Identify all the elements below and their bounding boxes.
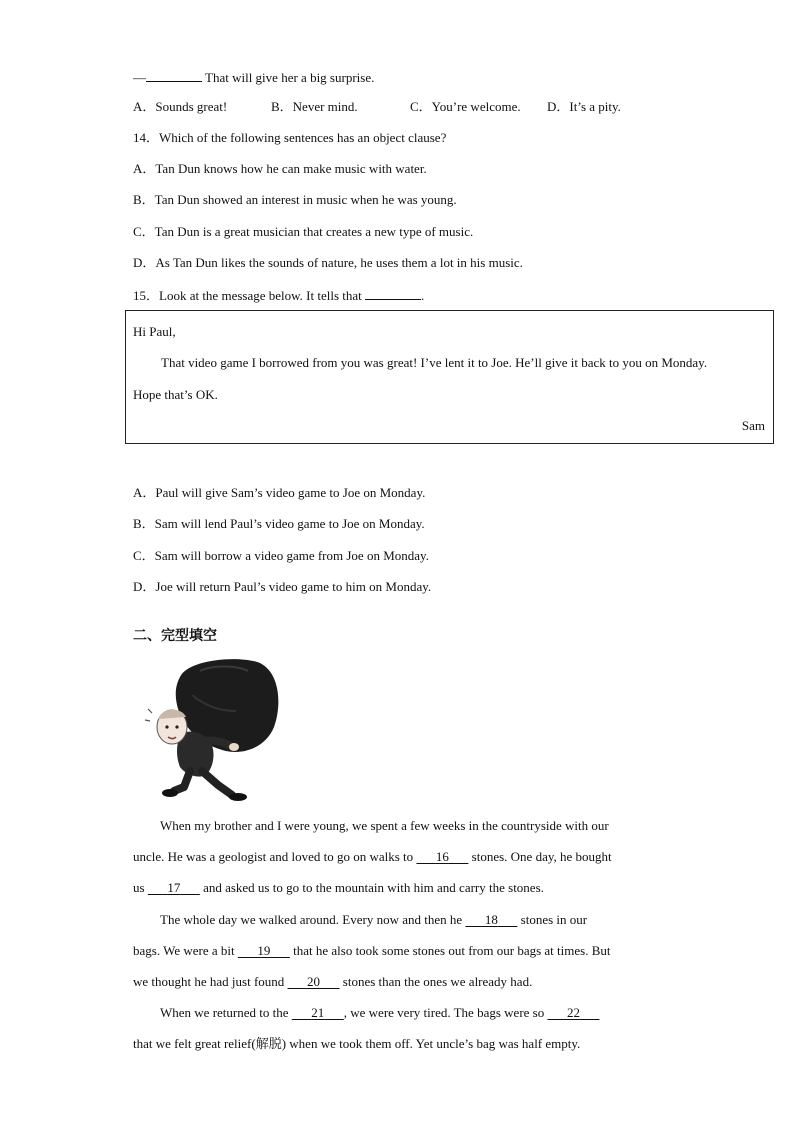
- dash: —: [133, 70, 146, 85]
- blank-22: [547, 1005, 599, 1020]
- blank-number: 18: [484, 912, 498, 927]
- q15-option-c: C．Sam will borrow a video game from Joe on Monday.: [133, 548, 429, 563]
- blank-20: [288, 974, 340, 989]
- q15-option-b: B．Sam will lend Paul’s video game to Joe on Monday.: [133, 516, 425, 531]
- q13-option-d: D．It’s a pity.: [547, 99, 621, 114]
- passage-text: , we were very tired. The bags were so: [343, 1005, 548, 1020]
- q15-question: [133, 286, 424, 304]
- q14-question: 14．Which of the following sentences has an object clause?: [133, 130, 447, 145]
- q14-option-c: C．Tan Dun is a great musician that creates a new type of music.: [133, 224, 474, 239]
- q13-option-c: C．You’re welcome.: [410, 99, 521, 114]
- q13-option-a: A．Sounds great!: [133, 99, 228, 114]
- blank-21: [292, 1005, 344, 1020]
- blank-number: 21: [311, 1005, 325, 1020]
- q15-option-a: A．Paul will give Sam’s video game to Joe on Monday.: [133, 485, 426, 500]
- blank-number: 16: [435, 849, 449, 864]
- answer-blank: [146, 68, 202, 82]
- blank-number: 22: [566, 1005, 580, 1020]
- blank-17: [148, 880, 200, 895]
- passage-p2-line2: [133, 943, 611, 959]
- passage-text: stones. One day, he bought: [468, 849, 612, 864]
- blank-number: 19: [257, 943, 271, 958]
- passage-p2-line1: [160, 912, 587, 928]
- passage-text: bags. We were a bit: [133, 943, 238, 958]
- q15-question-text: 15．Look at the message below. It tells that: [133, 288, 366, 303]
- passage-p2-line3: [133, 974, 532, 990]
- blank-number: 17: [167, 880, 181, 895]
- q15-option-d: D．Joe will return Paul’s video game to him on Monday.: [133, 579, 432, 594]
- blank-18: [465, 912, 517, 927]
- message-body-line2: Hope that’s OK.: [133, 387, 218, 402]
- passage-text: we thought he had just found: [133, 974, 288, 989]
- passage-p1-line1: When my brother and I were young, we spent a few weeks in the countryside with our: [160, 818, 609, 833]
- passage-p1-line3: [133, 880, 544, 896]
- passage-text: us: [133, 880, 148, 895]
- message-box: [125, 310, 774, 444]
- q15-question-end: .: [421, 288, 425, 303]
- passage-text: that he also took some stones out from our bags at times. But: [289, 943, 611, 958]
- q13-prompt-text: That will give her a big surprise.: [202, 70, 375, 85]
- message-signature: Sam: [741, 418, 765, 433]
- passage-text: stones than the ones we already had.: [339, 974, 533, 989]
- q13-option-b: B．Never mind.: [271, 99, 358, 114]
- q14-option-b: B．Tan Dun showed an interest in music when he was young.: [133, 192, 457, 207]
- answer-blank: [365, 286, 421, 300]
- blank-number: 20: [307, 974, 321, 989]
- blank-16: [416, 849, 468, 864]
- passage-text: The whole day we walked around. Every now and then he: [160, 912, 466, 927]
- passage-p1-line2: [133, 849, 612, 865]
- passage-p3-line2: that we felt great relief(解脱) when we took them off. Yet uncle’s bag was half empty.: [133, 1036, 581, 1051]
- section-title: 二、完型填空: [133, 628, 217, 644]
- message-greeting: Hi Paul,: [133, 324, 176, 339]
- passage-text: When we returned to the: [160, 1005, 292, 1020]
- q14-option-a: A．Tan Dun knows how he can make music with water.: [133, 161, 427, 176]
- passage-text: uncle. He was a geologist and loved to go on walks to: [133, 849, 417, 864]
- blank-19: [238, 943, 290, 958]
- passage-p3-line1: [160, 1005, 599, 1021]
- q14-option-d: D．As Tan Dun likes the sounds of nature, he uses them a lot in his music.: [133, 255, 523, 270]
- passage-text: stones in our: [517, 912, 588, 927]
- q13-prompt: [133, 68, 374, 86]
- message-body-line1: That video game I borrowed from you was great! I’ve lent it to Joe. He’ll give it back to you on Monday.: [161, 355, 708, 370]
- passage-text: and asked us to go to the mountain with him and carry the stones.: [199, 880, 544, 895]
- boy-carrying-bag-illustration: [140, 655, 290, 810]
